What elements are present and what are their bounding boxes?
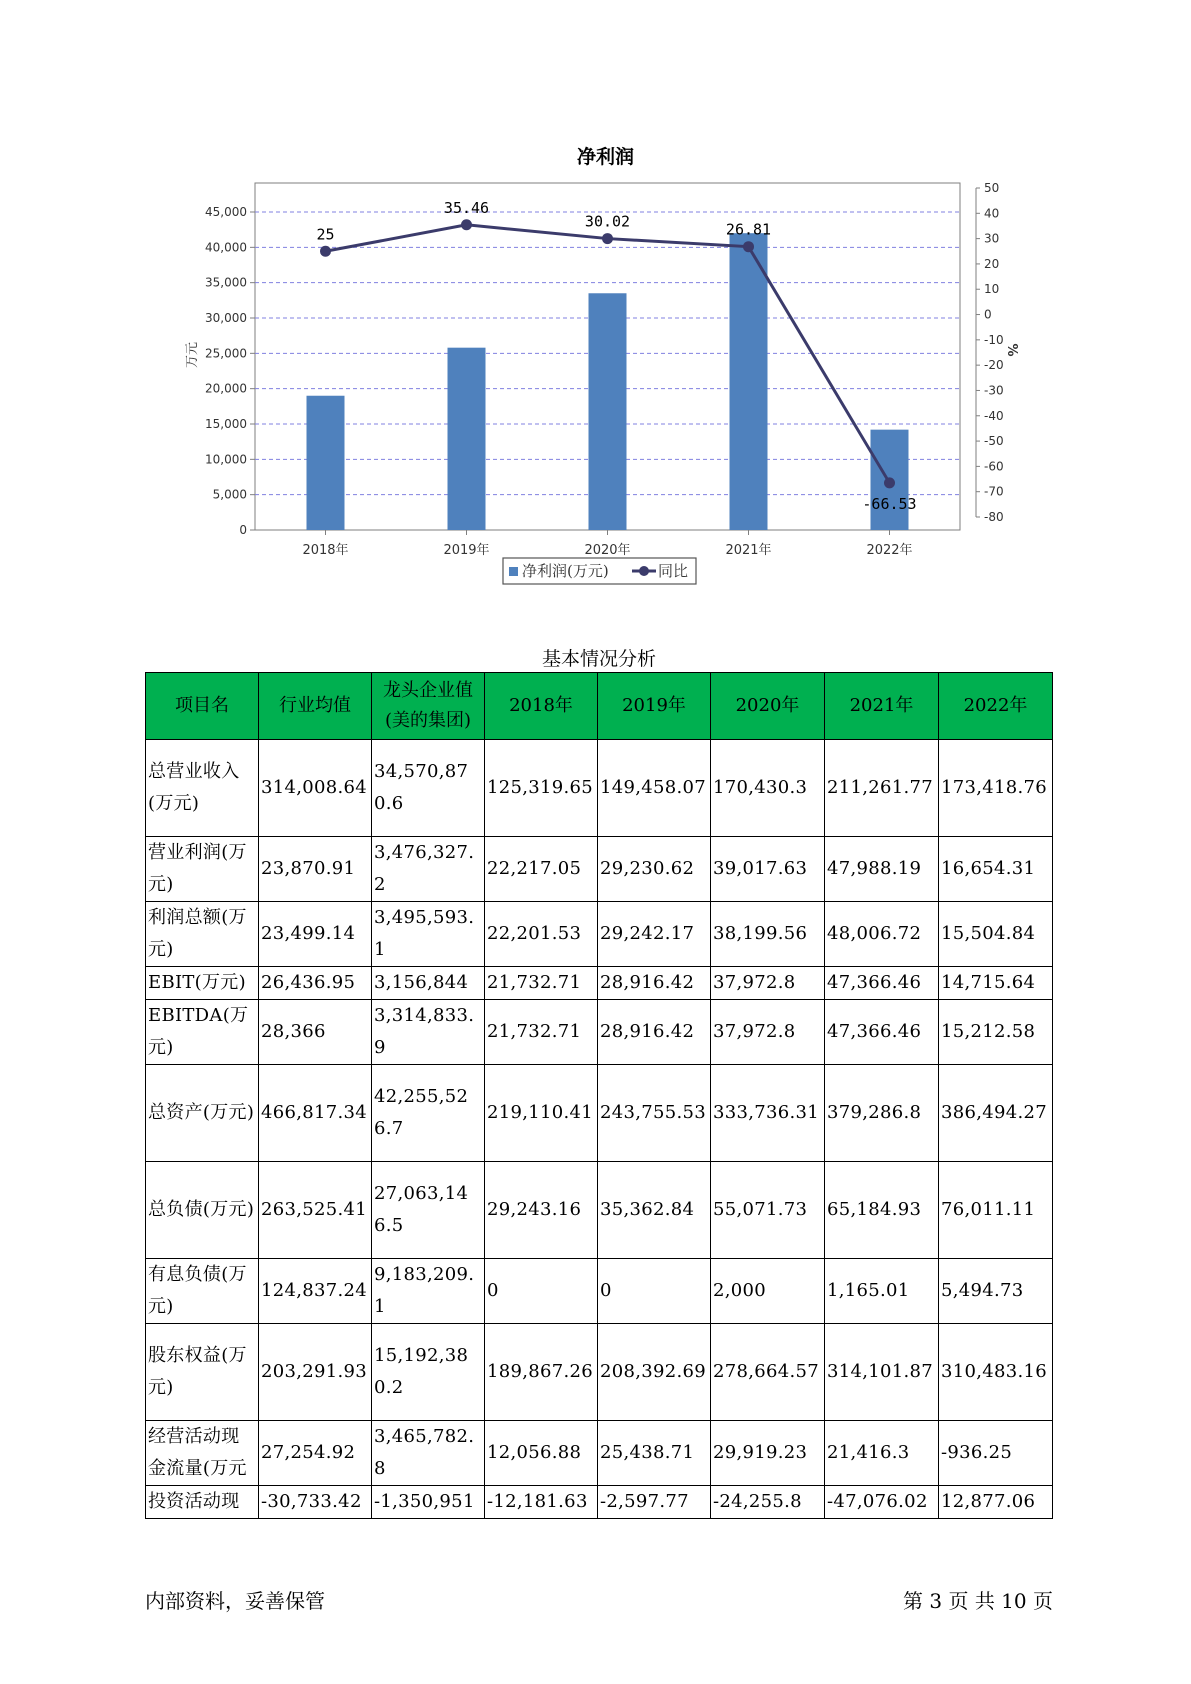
value-cell: 29,242.17 [598, 902, 711, 967]
value-cell: 21,416.3 [825, 1421, 939, 1486]
value-cell: 76,011.11 [939, 1162, 1053, 1259]
y-left-tick-label: 20,000 [205, 381, 247, 396]
table-row [146, 1421, 1053, 1486]
value-cell: 314,101.87 [825, 1324, 939, 1421]
table-caption: 基本情况分析 [541, 648, 656, 670]
row-label-cell: 营业利润(万元) [146, 837, 259, 902]
value-cell: 125,319.65 [485, 740, 598, 837]
y-right-tick-label: 10 [984, 282, 1000, 297]
chart-title: 净利润 [576, 146, 635, 168]
y-left-tick-label: 15,000 [205, 417, 247, 431]
y-right-tick-label: -70 [984, 484, 1004, 499]
yoy-point [602, 233, 613, 244]
value-cell: 39,017.63 [711, 837, 825, 902]
table-row [146, 740, 1053, 837]
yoy-point [320, 246, 331, 257]
header-cell: 2021年 [825, 673, 939, 740]
x-tick-label: 2021年 [725, 543, 772, 558]
table-row [146, 1065, 1053, 1162]
value-cell: 28,916.42 [598, 967, 711, 1000]
y-right-tick-label: 40 [984, 206, 1000, 221]
value-cell: 29,230.62 [598, 837, 711, 902]
value-cell: 34,570,870.6 [372, 740, 485, 837]
y-right-axis-label: % [1004, 343, 1019, 357]
value-cell: -1,350,951 [372, 1486, 485, 1519]
yoy-data-label: 26.81 [725, 220, 772, 239]
table-row [146, 1000, 1053, 1065]
row-label-cell: 总资产(万元) [146, 1065, 259, 1162]
value-cell: 5,494.73 [939, 1259, 1053, 1324]
y-left-tick-label: 10,000 [205, 452, 247, 467]
table-row [146, 1162, 1053, 1259]
value-cell: 243,755.53 [598, 1065, 711, 1162]
legend-bar-label: 净利润(万元) [522, 562, 609, 580]
value-cell: 1,165.01 [825, 1259, 939, 1324]
bar-2018年 [307, 396, 345, 530]
value-cell: 278,664.57 [711, 1324, 825, 1421]
y-right-tick-label: -60 [984, 459, 1004, 474]
value-cell: 47,366.46 [825, 967, 939, 1000]
value-cell: 22,217.05 [485, 837, 598, 902]
value-cell: 386,494.27 [939, 1065, 1053, 1162]
value-cell: 55,071.73 [711, 1162, 825, 1259]
value-cell: 333,736.31 [711, 1065, 825, 1162]
header-cell: 2019年 [598, 673, 711, 740]
x-tick-label: 2020年 [584, 543, 631, 558]
value-cell: -2,597.77 [598, 1486, 711, 1519]
table-row [146, 837, 1053, 902]
basic-analysis-table [145, 672, 1053, 1519]
value-cell: 3,314,833.9 [372, 1000, 485, 1065]
value-cell: 14,715.64 [939, 967, 1053, 1000]
value-cell: 9,183,209.1 [372, 1259, 485, 1324]
value-cell: 379,286.8 [825, 1065, 939, 1162]
row-label-cell: 股东权益(万元) [146, 1324, 259, 1421]
value-cell: -12,181.63 [485, 1486, 598, 1519]
value-cell: 65,184.93 [825, 1162, 939, 1259]
y-left-tick-label: 0 [239, 523, 247, 537]
footer-confidential: 内部资料，妥善保管 [145, 1589, 325, 1613]
row-label-cell: 总负债(万元) [146, 1162, 259, 1259]
table-row [146, 967, 1053, 1000]
value-cell: 27,063,146.5 [372, 1162, 485, 1259]
value-cell: 12,056.88 [485, 1421, 598, 1486]
table-row [146, 902, 1053, 967]
yoy-point [743, 241, 754, 252]
value-cell: 42,255,526.7 [372, 1065, 485, 1162]
bar-2020年 [589, 293, 627, 530]
bar-2021年 [730, 233, 768, 530]
value-cell: 2,000 [711, 1259, 825, 1324]
table-row [146, 1324, 1053, 1421]
value-cell: 3,156,844 [372, 967, 485, 1000]
value-cell: 25,438.71 [598, 1421, 711, 1486]
y-left-tick-label: 30,000 [205, 311, 247, 325]
y-right-tick-label: -80 [984, 510, 1004, 524]
row-label-cell: EBITDA(万元) [146, 1000, 259, 1065]
value-cell: 208,392.69 [598, 1324, 711, 1421]
row-label-cell: 利润总额(万元) [146, 902, 259, 967]
row-label-cell: 有息负债(万元) [146, 1259, 259, 1324]
value-cell: 219,110.41 [485, 1065, 598, 1162]
x-tick-label: 2018年 [302, 543, 349, 558]
y-left-tick-label: 5,000 [212, 487, 247, 502]
value-cell: 38,199.56 [711, 902, 825, 967]
value-cell: -24,255.8 [711, 1486, 825, 1519]
value-cell: 15,212.58 [939, 1000, 1053, 1065]
y-right-tick-label: 0 [984, 307, 992, 322]
y-right-tick-label: 30 [984, 231, 1000, 246]
header-cell: 行业均值 [259, 673, 372, 740]
row-label-cell: EBIT(万元) [146, 967, 259, 1000]
legend-bar-swatch [509, 567, 518, 576]
value-cell: 466,817.34 [259, 1065, 372, 1162]
legend-line-marker [639, 566, 649, 576]
value-cell: 189,867.26 [485, 1324, 598, 1421]
yoy-point [884, 477, 895, 488]
header-cell: 2020年 [711, 673, 825, 740]
value-cell: 203,291.93 [259, 1324, 372, 1421]
header-cell: 2018年 [485, 673, 598, 740]
yoy-data-label: 25 [316, 225, 335, 244]
yoy-data-label: 35.46 [443, 198, 490, 217]
value-cell: 37,972.8 [711, 967, 825, 1000]
value-cell: 21,732.71 [485, 1000, 598, 1065]
row-label-cell: 总营业收入(万元) [146, 740, 259, 837]
value-cell: -936.25 [939, 1421, 1053, 1486]
value-cell: -30,733.42 [259, 1486, 372, 1519]
y-left-tick-label: 25,000 [205, 346, 247, 361]
chart-svg [0, 0, 1191, 600]
value-cell: 37,972.8 [711, 1000, 825, 1065]
value-cell: 35,362.84 [598, 1162, 711, 1259]
value-cell: 23,499.14 [259, 902, 372, 967]
value-cell: 28,916.42 [598, 1000, 711, 1065]
value-cell: 22,201.53 [485, 902, 598, 967]
y-left-axis-label: 万元 [185, 341, 200, 369]
value-cell: 211,261.77 [825, 740, 939, 837]
value-cell: 16,654.31 [939, 837, 1053, 902]
header-cell: 2022年 [939, 673, 1053, 740]
value-cell: 3,495,593.1 [372, 902, 485, 967]
y-right-tick-label: -30 [984, 383, 1004, 398]
y-right-tick-label: -10 [984, 332, 1004, 347]
value-cell: 3,476,327.2 [372, 837, 485, 902]
value-cell: 26,436.95 [259, 967, 372, 1000]
yoy-data-label: 30.02 [584, 212, 631, 231]
value-cell: 15,192,380.2 [372, 1324, 485, 1421]
value-cell: 310,483.16 [939, 1324, 1053, 1421]
value-cell: 28,366 [259, 1000, 372, 1065]
net-profit-chart [0, 0, 1191, 600]
value-cell: 149,458.07 [598, 740, 711, 837]
value-cell: 3,465,782.8 [372, 1421, 485, 1486]
y-left-tick-label: 35,000 [205, 275, 247, 290]
x-tick-label: 2019年 [443, 543, 490, 558]
value-cell: 29,243.16 [485, 1162, 598, 1259]
table-header-row [146, 673, 1053, 740]
value-cell: 15,504.84 [939, 902, 1053, 967]
y-right-tick-label: -50 [984, 434, 1004, 449]
yoy-point [461, 219, 472, 230]
value-cell: 173,418.76 [939, 740, 1053, 837]
value-cell: 47,366.46 [825, 1000, 939, 1065]
value-cell: 29,919.23 [711, 1421, 825, 1486]
value-cell: 47,988.19 [825, 837, 939, 902]
header-cell: 龙头企业值(美的集团) [372, 673, 485, 740]
x-tick-label: 2022年 [866, 543, 913, 558]
value-cell: 263,525.41 [259, 1162, 372, 1259]
bar-2019年 [448, 348, 486, 530]
value-cell: 124,837.24 [259, 1259, 372, 1324]
row-label-cell: 经营活动现金流量(万元 [146, 1421, 259, 1486]
value-cell: 27,254.92 [259, 1421, 372, 1486]
value-cell: 21,732.71 [485, 967, 598, 1000]
value-cell: 170,430.3 [711, 740, 825, 837]
y-right-tick-label: 20 [984, 256, 1000, 271]
value-cell: 48,006.72 [825, 902, 939, 967]
value-cell: -47,076.02 [825, 1486, 939, 1519]
legend-line-label: 同比 [658, 562, 689, 580]
footer-page-number: 第 3 页 共 10 页 [903, 1589, 1053, 1613]
y-right-tick-label: -20 [984, 358, 1004, 373]
yoy-data-label: -66.53 [862, 494, 917, 513]
value-cell: 0 [598, 1259, 711, 1324]
value-cell: 12,877.06 [939, 1486, 1053, 1519]
value-cell: 23,870.91 [259, 837, 372, 902]
y-right-tick-label: -40 [984, 408, 1004, 423]
y-right-tick-label: 50 [984, 181, 1000, 195]
row-label-cell: 投资活动现 [146, 1486, 259, 1519]
y-left-tick-label: 45,000 [205, 205, 247, 219]
header-cell: 项目名 [146, 673, 259, 740]
value-cell: 314,008.64 [259, 740, 372, 837]
value-cell: 0 [485, 1259, 598, 1324]
table-row [146, 1486, 1053, 1519]
table-row [146, 1259, 1053, 1324]
y-left-tick-label: 40,000 [205, 240, 247, 255]
